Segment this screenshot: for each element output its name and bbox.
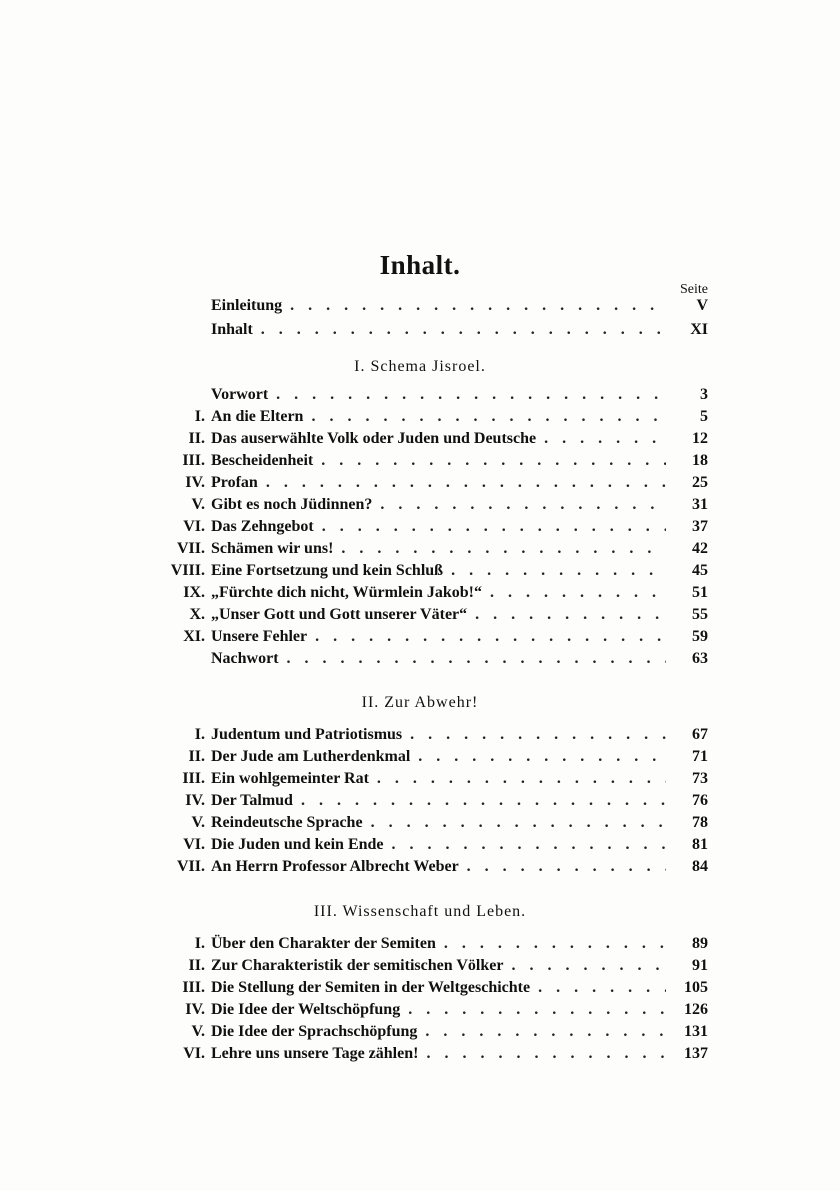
entry-title: Vorwort bbox=[211, 386, 269, 403]
entry-title: Der Jude am Lutherdenkmal bbox=[211, 748, 411, 765]
entry-number: VI. bbox=[183, 518, 205, 535]
entry-title: Die Idee der Sprachschöpfung bbox=[211, 1023, 418, 1040]
leader-dots bbox=[290, 295, 666, 317]
entry-title: Bescheidenheit bbox=[211, 452, 314, 469]
toc-entry bbox=[150, 428, 708, 450]
toc-entry bbox=[150, 295, 708, 317]
toc-entry bbox=[150, 560, 708, 582]
entry-page: 18 bbox=[692, 452, 708, 469]
toc-entry bbox=[150, 450, 708, 472]
leader-dots bbox=[377, 768, 666, 790]
leader-dots bbox=[371, 812, 666, 834]
entry-title: „Unser Gott und Gott unserer Väter“ bbox=[211, 606, 468, 623]
entry-page: 5 bbox=[700, 408, 708, 425]
entry-title: Die Idee der Weltschöpfung bbox=[211, 1001, 401, 1018]
entry-page: 89 bbox=[692, 935, 708, 952]
leader-dots bbox=[408, 999, 666, 1021]
toc-entry bbox=[150, 790, 708, 812]
entry-page: XI bbox=[690, 321, 708, 338]
toc-entry bbox=[150, 319, 708, 341]
leader-dots bbox=[380, 494, 666, 516]
seite-label: Seite bbox=[680, 282, 708, 297]
leader-dots bbox=[451, 560, 666, 582]
entry-title: Judentum und Patriotismus bbox=[211, 726, 403, 743]
toc-entry bbox=[150, 724, 708, 746]
toc-entry bbox=[150, 834, 708, 856]
entry-page: 12 bbox=[692, 430, 708, 447]
entry-page: 91 bbox=[692, 957, 708, 974]
entry-title: An die Eltern bbox=[211, 408, 304, 425]
toc-entry bbox=[150, 582, 708, 604]
entry-number: I. bbox=[194, 726, 205, 743]
entry-page: 63 bbox=[692, 650, 708, 667]
entry-number: II. bbox=[188, 748, 205, 765]
entry-number: IX. bbox=[183, 584, 205, 601]
entry-title: Ein wohlgemeinter Rat bbox=[211, 770, 369, 787]
leader-dots bbox=[341, 538, 666, 560]
leader-dots bbox=[544, 428, 666, 450]
entry-page: V bbox=[696, 297, 708, 314]
entry-number: III. bbox=[182, 979, 205, 996]
entry-page: 137 bbox=[684, 1045, 708, 1062]
entry-title: Profan bbox=[211, 474, 258, 491]
toc-entry bbox=[150, 812, 708, 834]
toc-entry bbox=[150, 406, 708, 428]
section-heading: III. Wissenschaft und Leben. bbox=[313, 903, 527, 920]
entry-title: Einleitung bbox=[211, 297, 283, 314]
leader-dots bbox=[266, 472, 666, 494]
entry-number: VI. bbox=[183, 836, 205, 853]
entry-number: III. bbox=[182, 452, 205, 469]
entry-number: II. bbox=[188, 430, 205, 447]
entry-number: IV. bbox=[185, 474, 205, 491]
leader-dots bbox=[322, 516, 666, 538]
toc-entry bbox=[150, 1021, 708, 1043]
leader-dots bbox=[315, 626, 666, 648]
toc-entry bbox=[150, 933, 708, 955]
entry-title: Inhalt bbox=[211, 321, 253, 338]
entry-title: Das auserwählte Volk oder Juden und Deutsche bbox=[211, 430, 537, 447]
entry-title: Schämen wir uns! bbox=[211, 540, 334, 557]
leader-dots bbox=[538, 977, 666, 999]
entry-page: 51 bbox=[692, 584, 708, 601]
leader-dots bbox=[287, 648, 666, 670]
entry-number: II. bbox=[188, 957, 205, 974]
entry-number: V. bbox=[191, 1023, 205, 1040]
section-heading: I. Schema Jisroel. bbox=[354, 358, 486, 375]
section-heading: II. Zur Abwehr! bbox=[361, 694, 479, 711]
toc-entry bbox=[150, 856, 708, 878]
entry-page: 37 bbox=[692, 518, 708, 535]
entry-number: VII. bbox=[176, 540, 205, 557]
toc-entry bbox=[150, 999, 708, 1021]
entry-number: V. bbox=[191, 496, 205, 513]
leader-dots bbox=[418, 746, 666, 768]
entry-title: Eine Fortsetzung und kein Schluß bbox=[211, 562, 444, 579]
entry-title: Der Talmud bbox=[211, 792, 293, 809]
leader-dots bbox=[475, 604, 666, 626]
entry-title: „Fürchte dich nicht, Würmlein Jakob!“ bbox=[211, 584, 482, 601]
entry-number: VI. bbox=[183, 1045, 205, 1062]
entry-page: 105 bbox=[684, 979, 708, 996]
entry-page: 73 bbox=[692, 770, 708, 787]
entry-page: 76 bbox=[692, 792, 708, 809]
entry-number: VII. bbox=[176, 858, 205, 875]
entry-page: 3 bbox=[700, 386, 708, 403]
entry-page: 78 bbox=[692, 814, 708, 831]
leader-dots bbox=[410, 724, 666, 746]
leader-dots bbox=[444, 933, 666, 955]
leader-dots bbox=[490, 582, 666, 604]
leader-dots bbox=[392, 834, 666, 856]
entry-title: An Herrn Professor Albrecht Weber bbox=[211, 858, 459, 875]
entry-page: 31 bbox=[692, 496, 708, 513]
toc-entry bbox=[150, 516, 708, 538]
entry-page: 84 bbox=[692, 858, 708, 875]
entry-title: Nachwort bbox=[211, 650, 279, 667]
entry-title: Über den Charakter der Semiten bbox=[211, 935, 436, 952]
toc-entry bbox=[150, 648, 708, 670]
leader-dots bbox=[426, 1043, 666, 1065]
entry-number: III. bbox=[182, 770, 205, 787]
toc-entry bbox=[150, 768, 708, 790]
entry-page: 126 bbox=[684, 1001, 708, 1018]
entry-number: X. bbox=[189, 606, 205, 623]
page-title: Inhalt. bbox=[379, 250, 461, 280]
toc-entry bbox=[150, 626, 708, 648]
entry-page: 81 bbox=[692, 836, 708, 853]
entry-page: 25 bbox=[692, 474, 708, 491]
leader-dots bbox=[276, 384, 666, 406]
entry-page: 67 bbox=[692, 726, 708, 743]
leader-dots bbox=[511, 955, 666, 977]
entry-page: 45 bbox=[692, 562, 708, 579]
leader-dots bbox=[321, 450, 666, 472]
entry-number: V. bbox=[191, 814, 205, 831]
toc-entry bbox=[150, 538, 708, 560]
toc-entry bbox=[150, 955, 708, 977]
entry-title: Gibt es noch Jüdinnen? bbox=[211, 496, 373, 513]
entry-number: I. bbox=[194, 935, 205, 952]
toc-entry bbox=[150, 472, 708, 494]
entry-number: IV. bbox=[185, 1001, 205, 1018]
entry-title: Zur Charakteristik der semitischen Völker bbox=[211, 957, 504, 974]
toc-entry bbox=[150, 1043, 708, 1065]
leader-dots bbox=[301, 790, 666, 812]
entry-page: 131 bbox=[684, 1023, 708, 1040]
toc-entry bbox=[150, 604, 708, 626]
leader-dots bbox=[311, 406, 666, 428]
entry-number: I. bbox=[194, 408, 205, 425]
leader-dots bbox=[425, 1021, 666, 1043]
leader-dots bbox=[261, 319, 666, 341]
entry-title: Unsere Fehler bbox=[211, 628, 308, 645]
entry-page: 71 bbox=[692, 748, 708, 765]
toc-entry bbox=[150, 746, 708, 768]
entry-number: VIII. bbox=[170, 562, 205, 579]
entry-page: 55 bbox=[692, 606, 708, 623]
entry-title: Das Zehngebot bbox=[211, 518, 314, 535]
entry-number: XI. bbox=[183, 628, 205, 645]
entry-title: Reindeutsche Sprache bbox=[211, 814, 363, 831]
toc-entry bbox=[150, 494, 708, 516]
entry-number: IV. bbox=[185, 792, 205, 809]
toc-entry bbox=[150, 384, 708, 406]
entry-page: 59 bbox=[692, 628, 708, 645]
entry-page: 42 bbox=[692, 540, 708, 557]
entry-title: Lehre uns unsere Tage zählen! bbox=[211, 1045, 419, 1062]
entry-title: Die Stellung der Semiten in der Weltgeschichte bbox=[211, 979, 531, 996]
toc-entry bbox=[150, 977, 708, 999]
entry-title: Die Juden und kein Ende bbox=[211, 836, 384, 853]
leader-dots bbox=[467, 856, 666, 878]
